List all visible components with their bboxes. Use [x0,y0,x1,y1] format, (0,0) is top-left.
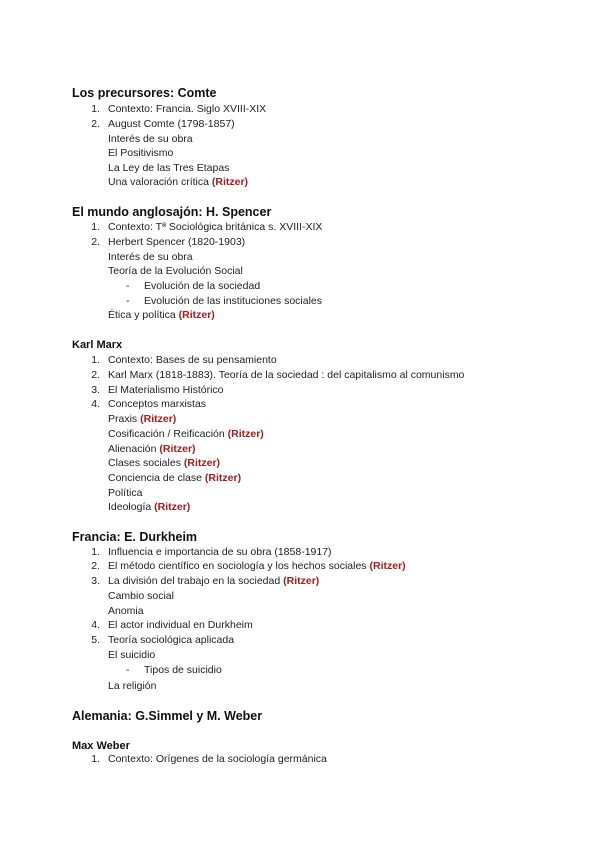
list-item-text: Herbert Spencer (1820-1903) [108,236,246,248]
list-number: 2. [91,236,100,248]
section-heading-comte: Los precursores: Comte [72,86,217,100]
ritzer-reference: (Ritzer) [140,413,177,425]
ritzer-reference: (Ritzer) [159,443,196,455]
list-item-text: Influencia e importancia de su obra (1858-1917) [108,546,332,558]
list-number: 4. [91,619,100,631]
ritzer-reference: (Ritzer) [178,309,215,321]
sub-item: Teoría de la Evolución Social [108,265,243,277]
sub-item: La religión [108,680,157,692]
sub-item [108,176,248,189]
ritzer-reference: (Ritzer) [283,575,320,587]
list-number: 3. [91,384,100,396]
section-heading-marx: Karl Marx [72,339,123,351]
list-item-text: El actor individual en Durkheim [108,619,253,631]
list-number: 1. [91,546,100,558]
sub-sub-item-text: Evolución de la sociedad [144,280,261,292]
list-item-text: Contexto: Bases de su pensamiento [108,354,277,366]
sub-item-text: Ideología [108,501,152,513]
subsection-heading-weber: Max Weber [72,740,130,752]
sub-sub-item-text: Tipos de suicidio [144,664,222,676]
list-number: 3. [91,575,100,587]
sub-item [108,457,220,470]
sub-item-text: Clases sociales [108,457,181,469]
sub-item-text: Cosificación / Reificación [108,428,225,440]
section-heading-spencer: El mundo anglosajón: H. Spencer [72,205,272,219]
list-number: 4. [91,398,100,410]
list-item-text: Conceptos marxistas [108,398,207,410]
ritzer-reference: (Ritzer) [204,472,242,484]
sub-item: Cambio social [108,590,174,602]
sub-item: Anomia [108,605,144,617]
section-heading-durkheim: Francia: E. Durkheim [72,530,198,544]
dash-bullet: - [126,280,130,292]
list-item-text: August Comte (1798-1857) [108,118,235,130]
list-item-label: La división del trabajo en la sociedad [108,575,281,587]
sub-item: El Positivismo [108,147,174,159]
sub-item-text: Una valoración crítica [108,176,209,188]
sub-item [108,472,241,485]
sub-item [108,501,190,514]
list-item-label: El método científico en sociología y los hechos sociales [108,560,367,572]
sub-item: Interés de su obra [108,133,193,145]
list-item-text: Contexto: Orígenes de la sociología germánica [108,753,327,765]
list-number: 2. [91,118,100,130]
sub-item [108,413,176,426]
list-item-text [108,575,319,588]
ritzer-reference: (Ritzer) [183,457,221,469]
sub-item-text: Conciencia de clase [108,472,202,484]
sub-sub-item-text: Evolución de las instituciones sociales [144,295,323,307]
ritzer-reference: (Ritzer) [227,428,264,440]
sub-item [108,309,215,322]
list-number: 5. [91,634,100,646]
ritzer-reference: (Ritzer) [369,560,406,572]
sub-item: Interés de su obra [108,251,193,263]
list-number: 2. [91,369,100,381]
dash-bullet: - [126,295,130,307]
list-item-text [108,560,406,573]
sub-item [108,443,196,456]
ritzer-reference: (Ritzer) [154,501,191,513]
list-number: 1. [91,753,100,765]
sub-item: La Ley de las Tres Etapas [108,162,230,174]
sub-item [108,428,264,441]
list-item-text: Karl Marx (1818-1883). Teoría de la sociedad : del capitalismo al comunismo [108,369,465,381]
list-number: 1. [91,103,100,115]
list-number: 1. [91,221,100,233]
list-item-text: Contexto: Francia. Siglo XVIII-XIX [108,103,267,115]
sub-item-text: Ética y política [108,309,176,321]
sub-item-text: Alienación [108,443,157,455]
list-item-text: El Materialismo Histórico [108,384,224,396]
sub-item: Política [108,487,143,499]
ritzer-reference: (Ritzer) [211,176,249,188]
list-number: 2. [91,560,100,572]
sub-item: El suicidio [108,649,156,661]
section-heading-simmel-weber: Alemania: G.Simmel y M. Weber [72,709,263,723]
dash-bullet: - [126,664,130,676]
list-item-text: Teoría sociológica aplicada [108,634,235,646]
sub-item-text: Praxis [108,413,138,425]
list-item-text: Contexto: Tª Sociológica británica s. XVIII-XIX [108,221,323,233]
list-number: 1. [91,354,100,366]
